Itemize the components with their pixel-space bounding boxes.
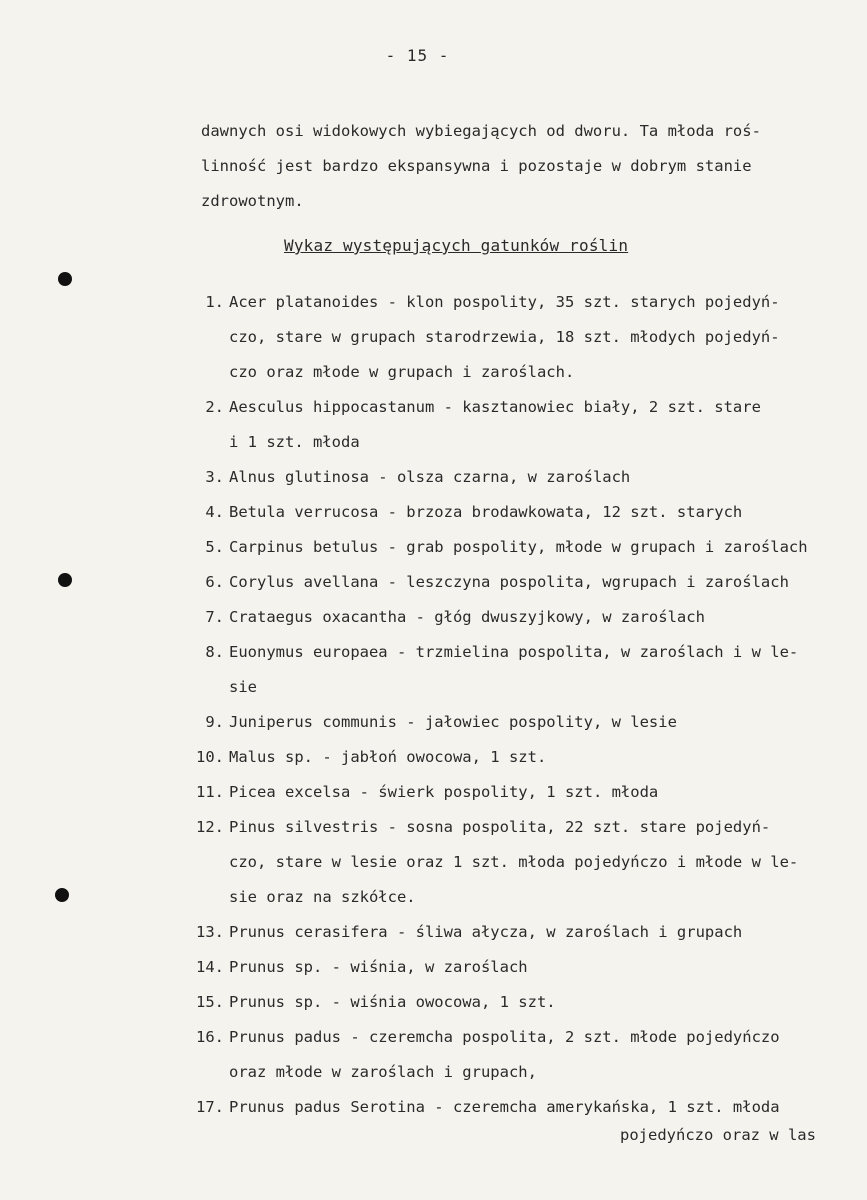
- list-item: [0, 985, 867, 1020]
- item-number: 17.: [196, 1098, 224, 1116]
- item-text-line: czo oraz młode w grupach i zaroślach.: [229, 363, 575, 381]
- list-item: [0, 705, 867, 740]
- list-item: [0, 915, 867, 950]
- list-item: [0, 460, 867, 495]
- item-text-line: Prunus padus Serotina - czeremcha amerykańska, 1 szt. młoda: [229, 1098, 780, 1116]
- item-number: 3.: [205, 468, 224, 486]
- item-text-line: Euonymus europaea - trzmielina pospolita, w zaroślach i w le-: [229, 643, 799, 661]
- item-number: 10.: [196, 748, 224, 766]
- item-number: 7.: [205, 608, 224, 626]
- list-item: [0, 775, 867, 810]
- species-list: [0, 285, 867, 1125]
- item-number: 2.: [205, 398, 224, 416]
- item-number: 11.: [196, 783, 224, 801]
- item-text-line: Prunus sp. - wiśnia owocowa, 1 szt.: [229, 993, 556, 1011]
- list-item: [0, 950, 867, 985]
- item-text-line: Aesculus hippocastanum - kasztanowiec biały, 2 szt. stare: [229, 398, 761, 416]
- item-text-line: i 1 szt. młoda: [229, 433, 360, 451]
- item-text-line: sie oraz na szkółce.: [229, 888, 416, 906]
- item-number: 12.: [196, 818, 224, 836]
- list-item: [0, 635, 867, 705]
- item-number: 15.: [196, 993, 224, 1011]
- item-text-line: sie: [229, 678, 257, 696]
- item-text-line: Prunus padus - czeremcha pospolita, 2 szt. młode pojedyńczo: [229, 1028, 780, 1046]
- item-number: 1.: [205, 293, 224, 311]
- item-text-line: oraz młode w zaroślach i grupach,: [229, 1063, 537, 1081]
- item-number: 8.: [205, 643, 224, 661]
- intro-line: linność jest bardzo ekspansywna i pozostaje w dobrym stanie: [201, 157, 752, 175]
- item-text-line: Crataegus oxacantha - głóg dwuszyjkowy, w zaroślach: [229, 608, 705, 626]
- continuation-line: pojedyńczo oraz w las: [620, 1126, 816, 1144]
- list-item: [0, 530, 867, 565]
- list-item: [0, 495, 867, 530]
- section-heading: Wykaz występujących gatunków roślin: [284, 236, 629, 255]
- item-number: 14.: [196, 958, 224, 976]
- list-item: [0, 810, 867, 915]
- item-text-line: czo, stare w grupach starodrzewia, 18 szt. młodych pojedyń-: [229, 328, 780, 346]
- item-text-line: Picea excelsa - świerk pospolity, 1 szt. młoda: [229, 783, 659, 801]
- intro-line: zdrowotnym.: [201, 192, 304, 210]
- punch-hole: [58, 272, 72, 286]
- item-text-line: czo, stare w lesie oraz 1 szt. młoda pojedyńczo i młode w le-: [229, 853, 799, 871]
- item-number: 4.: [205, 503, 224, 521]
- list-item: [0, 565, 867, 600]
- item-text-line: Carpinus betulus - grab pospolity, młode w grupach i zaroślach: [229, 538, 808, 556]
- list-item: [0, 600, 867, 635]
- list-item: [0, 1020, 867, 1090]
- item-number: 9.: [205, 713, 224, 731]
- item-text-line: Alnus glutinosa - olsza czarna, w zaroślach: [229, 468, 631, 486]
- item-text-line: Pinus silvestris - sosna pospolita, 22 szt. stare pojedyń-: [229, 818, 771, 836]
- item-text-line: Corylus avellana - leszczyna pospolita, wgrupach i zaroślach: [229, 573, 789, 591]
- item-text-line: Juniperus communis - jałowiec pospolity, w lesie: [229, 713, 677, 731]
- list-item: [0, 740, 867, 775]
- item-text-line: Acer platanoides - klon pospolity, 35 szt. starych pojedyń-: [229, 293, 780, 311]
- item-number: 5.: [205, 538, 224, 556]
- list-item: [0, 390, 867, 460]
- intro-line: dawnych osi widokowych wybiegających od dworu. Ta młoda roś-: [201, 122, 761, 140]
- page-number: - 15 -: [385, 46, 450, 65]
- intro-paragraph: [201, 114, 831, 219]
- list-item: [0, 285, 867, 390]
- item-number: 16.: [196, 1028, 224, 1046]
- item-text-line: Malus sp. - jabłoń owocowa, 1 szt.: [229, 748, 547, 766]
- item-text-line: Prunus sp. - wiśnia, w zaroślach: [229, 958, 528, 976]
- item-number: 6.: [205, 573, 224, 591]
- item-text-line: Prunus cerasifera - śliwa ałycza, w zaroślach i grupach: [229, 923, 743, 941]
- item-number: 13.: [196, 923, 224, 941]
- item-text-line: Betula verrucosa - brzoza brodawkowata, 12 szt. starych: [229, 503, 743, 521]
